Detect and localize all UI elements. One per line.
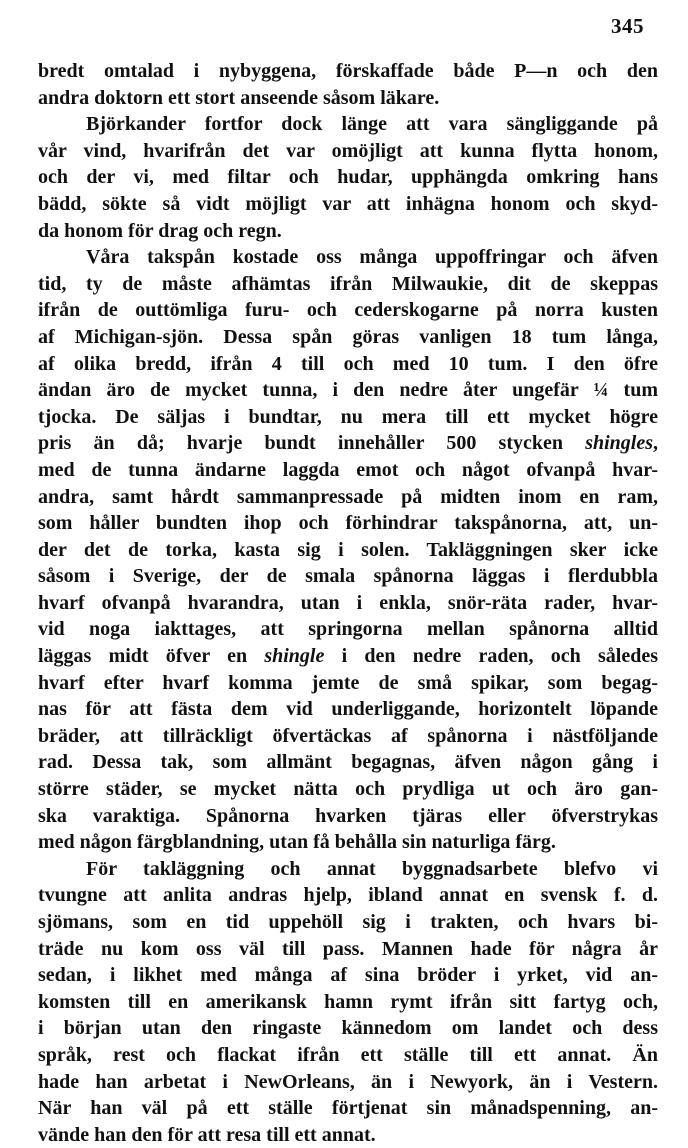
line-text: hvarf ofvanpå hvarandra, utan i enkla, snör-räta rader, hvar- (38, 591, 658, 614)
text-line (38, 696, 658, 723)
text-line (38, 164, 658, 191)
line-text: För takläggning och annat byggnadsarbete blefvo vi (86, 857, 658, 880)
line-text: vände han den för att resa till ett annat. (38, 1123, 376, 1146)
line-text: med någon färgblandning, utan få behålla sin naturliga färg. (38, 831, 556, 854)
line-text: Våra takspån kostade oss många uppoffringar och äfven (86, 246, 658, 269)
line-text: der det de torka, kasta sig i solen. Takläggningen sker icke (38, 538, 658, 561)
line-text: pris än då; hvarje bundt innehåller 500 stycken (38, 432, 586, 455)
text-line (38, 1042, 658, 1069)
text-line (38, 138, 658, 165)
text-line (38, 484, 658, 511)
line-text: och der vi, med filtar och hudar, upphängda omkring hans (38, 166, 658, 189)
text-line (38, 1069, 658, 1096)
page-number: 345 (611, 14, 644, 38)
text-line (38, 510, 658, 537)
text-line (38, 85, 658, 112)
text-line (38, 616, 658, 643)
line-text: i början utan den ringaste kännedom om landet och dess (38, 1017, 658, 1040)
text-line (38, 404, 658, 431)
text-line (38, 430, 658, 457)
line-text: vår vind, hvarifrån det var omöjligt att kunna flytta honom, (38, 139, 658, 162)
text-line (38, 989, 658, 1016)
italic-word: shingle (264, 645, 325, 668)
line-text: vid noga iakttages, att springorna mellan spånorna alltid (38, 618, 658, 641)
text-line (38, 218, 658, 245)
text-line (38, 909, 658, 936)
text-line (38, 271, 658, 298)
text-line (38, 111, 658, 138)
text-line (38, 1095, 658, 1122)
line-text: bräder, att tillräckligt öfvertäckas af spånorna i nästföljande (38, 724, 658, 747)
line-text: i den nedre raden, och således (324, 645, 658, 668)
line-text: ska varaktiga. Spånorna hvarken tjäras eller öfverstrykas (38, 804, 658, 827)
line-text: andra, samt hårdt sammanpressade på midten inom en ram, (38, 485, 658, 508)
line-text: som håller bundten ihop och förhindrar takspånorna, att, un- (38, 512, 658, 535)
text-line (38, 962, 658, 989)
text-line (38, 643, 658, 670)
text-line (38, 936, 658, 963)
text-line (38, 58, 658, 85)
line-text: tvungne att anlita andras hjelp, ibland annat en svensk f. d. (38, 884, 658, 907)
text-line (38, 856, 658, 883)
text-line (38, 244, 658, 271)
text-line (38, 723, 658, 750)
line-text: såsom i Sverige, der de smala spånorna läggas i flerdubbla (38, 565, 658, 588)
text-line (38, 829, 658, 856)
line-text: komsten till en amerikansk hamn rymt ifrån sitt fartyg och, (38, 990, 658, 1013)
line-text: , (653, 432, 658, 455)
text-line (38, 537, 658, 564)
text-line (38, 882, 658, 909)
line-text: rad. Dessa tak, som allmänt begagnas, äfven någon gång i (38, 751, 658, 774)
line-text: hvarf efter hvarf komma jemte de små spikar, som begag- (38, 671, 658, 694)
line-text: bädd, sökte så vidt möjligt var att inhägna honom och skyd- (38, 192, 658, 215)
text-line (38, 563, 658, 590)
line-text: läggas midt öfver en (38, 645, 265, 668)
line-text: andra doktorn ett stort anseende såsom läkare. (38, 86, 440, 109)
line-text: af olika bredd, ifrån 4 till och med 10 tum. I den öfre (38, 352, 658, 375)
line-text: Björkander fortfor dock länge att vara sängliggande på (86, 113, 658, 136)
text-line (38, 590, 658, 617)
text-line (38, 1122, 658, 1148)
line-text: da honom för drag och regn. (38, 219, 282, 242)
line-text: bredt omtalad i nybyggena, förskaffade både P—n och den (38, 60, 658, 82)
text-line (38, 351, 658, 378)
line-text: ändan äro de mycket tunna, i den nedre åter ungefär ¼ tum (38, 379, 658, 402)
line-text: träde nu kom oss väl till pass. Mannen hade för några år (38, 937, 658, 960)
text-line (38, 297, 658, 324)
line-text: sjömans, som en tid uppehöll sig i trakten, och hvars bi- (38, 911, 658, 933)
line-text: sedan, i likhet med många af sina bröder i yrket, vid an- (38, 964, 658, 987)
line-text: nas för att fästa dem vid underliggande, horizontelt löpande (38, 698, 658, 721)
line-text: tid, ty de måste afhämtas ifrån Milwaukie, dit de skeppas (38, 272, 658, 295)
body-text (38, 58, 658, 1148)
italic-word: shingles (585, 432, 653, 455)
line-text: med de tunna ändarne laggda emot och något ofvanpå hvar- (38, 458, 658, 481)
line-text: språk, rest och flackat ifrån ett ställe till ett annat. Än (38, 1043, 658, 1066)
text-line (38, 1015, 658, 1042)
text-line (38, 670, 658, 697)
text-line (38, 457, 658, 484)
text-line (38, 377, 658, 404)
line-text: större städer, se mycket nätta och prydliga ut och äro gan- (38, 778, 658, 801)
line-text: af Michigan-sjön. Dessa spån göras vanligen 18 tum långa, (38, 325, 658, 348)
text-line (38, 776, 658, 803)
text-line (38, 191, 658, 218)
text-line (38, 749, 658, 776)
line-text: hade han arbetat i NewOrleans, än i Newyork, än i Vestern. (38, 1070, 658, 1093)
text-line (38, 803, 658, 830)
line-text: När han väl på ett ställe förtjenat sin månadspenning, an- (38, 1097, 658, 1120)
text-line (38, 324, 658, 351)
line-text: tjocka. De säljas i bundtar, nu mera till ett mycket högre (38, 405, 658, 428)
line-text: ifrån de outtömliga furu- och cederskogarne på norra kusten (38, 299, 658, 322)
